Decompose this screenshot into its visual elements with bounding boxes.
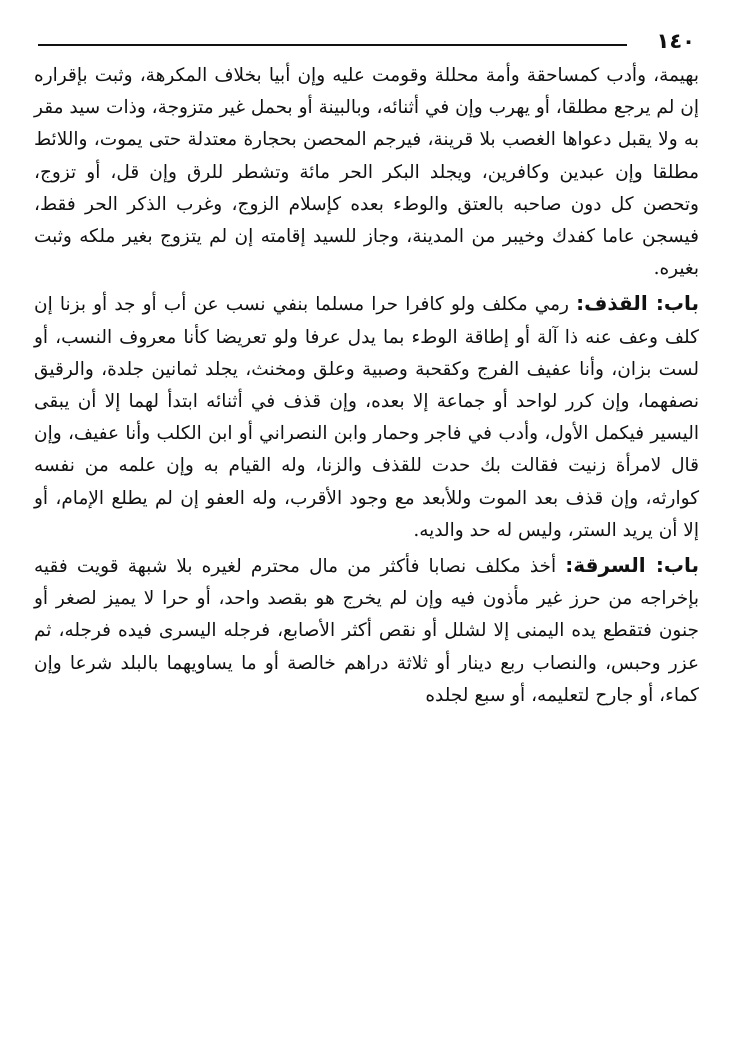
paragraph-text: رمي مكلف ولو كافرا حرا مسلما بنفي نسب عن أب أو جد أو بزنا إن كلف وعف عنه ذا آلة أو إطاقة الوطء بما يدل عرفا ولو تعريضا كأنا معروف النسب، أو لست بزان، وأنا عفيف الفرج وكقحبة وصبية وعلق ومخنث، يجلد ثمانين جلدة، والرقيق نصفهما، وإن كرر لواحد أو جماعة إلا بعده، وإن قذف في أثنائه ابتدأ لهما إلا أن يبقى اليسير فيكمل الأول، وأدب في فاجر وحمار وابن النصراني أو ابن الكلب وأنا عفيف، وإن قال لامرأة زنيت فقالت بك حدت للقذف والزنا، وله القيام به وإن علمه من نفسه كوارثه، وإن قذف بعد الموت وللأبعد مع وجود الأقرب، وله العفو إن لم يطلع الإمام، أو إلا أن يريد الستر، وليس له حد والديه. — [34, 294, 699, 541]
paragraph-text: بهيمة، وأدب كمساحقة وأمة محللة وقومت عليه وإن أبيا بخلاف المكرهة، وثبت بإقراره إن لم يرجع مطلقا، أو يهرب وإن في أثنائه، وبالبينة أو بحمل غير متزوجة، وذات سيد مقر به ولا يقبل دعواها الغصب بلا قرينة، فيرجم المحصن بحجارة معتدلة حتى يموت، واللائط مطلقا وإن عبدين وكافرين، ويجلد البكر الحر مائة وتشطر للرق وإن قل، أو تزوج، وتحصن كل دون صاحبه بالعتق والوطء بعده كإسلام الزوج، وغرب الذكر الحر فقط، فيسجن عاما كفدك وخيبر من المدينة، وجاز للسيد إقامته إن لم يتزوج بغير ملكه وثبت بغيره. — [34, 65, 699, 280]
paragraph-sariqa — [34, 549, 699, 712]
page-body — [34, 60, 699, 712]
paragraph-text: أخذ مكلف نصابا فأكثر من مال محترم لغيره بلا شبهة قويت فقيه بإخراجه من حرز غير مأذون فيه وإن لم يخرج هو بقصد واحد، أو حرا لا يميز لصغر أو جنون فتقطع يده اليمنى إلا لشلل أو نقص أكثر الأصابع، فرجله اليسرى فيده فرجله، ثم عزر وحبس، والنصاب ربع دينار أو ثلاثة دراهم خالصة أو ما يساويهما بالبلد شرعا وإن كماء، أو جارح لتعليمه، أو سبع لجلده — [34, 556, 699, 706]
section-heading-sariqa: باب: السرقة: — [565, 553, 699, 578]
page-number: ١٤٠ — [656, 29, 695, 53]
header-rule — [38, 44, 627, 46]
paragraph-continuation — [34, 60, 699, 285]
paragraph-qadhf — [34, 287, 699, 547]
page-header — [38, 28, 695, 54]
section-heading-qadhf: باب: القذف: — [576, 291, 699, 316]
